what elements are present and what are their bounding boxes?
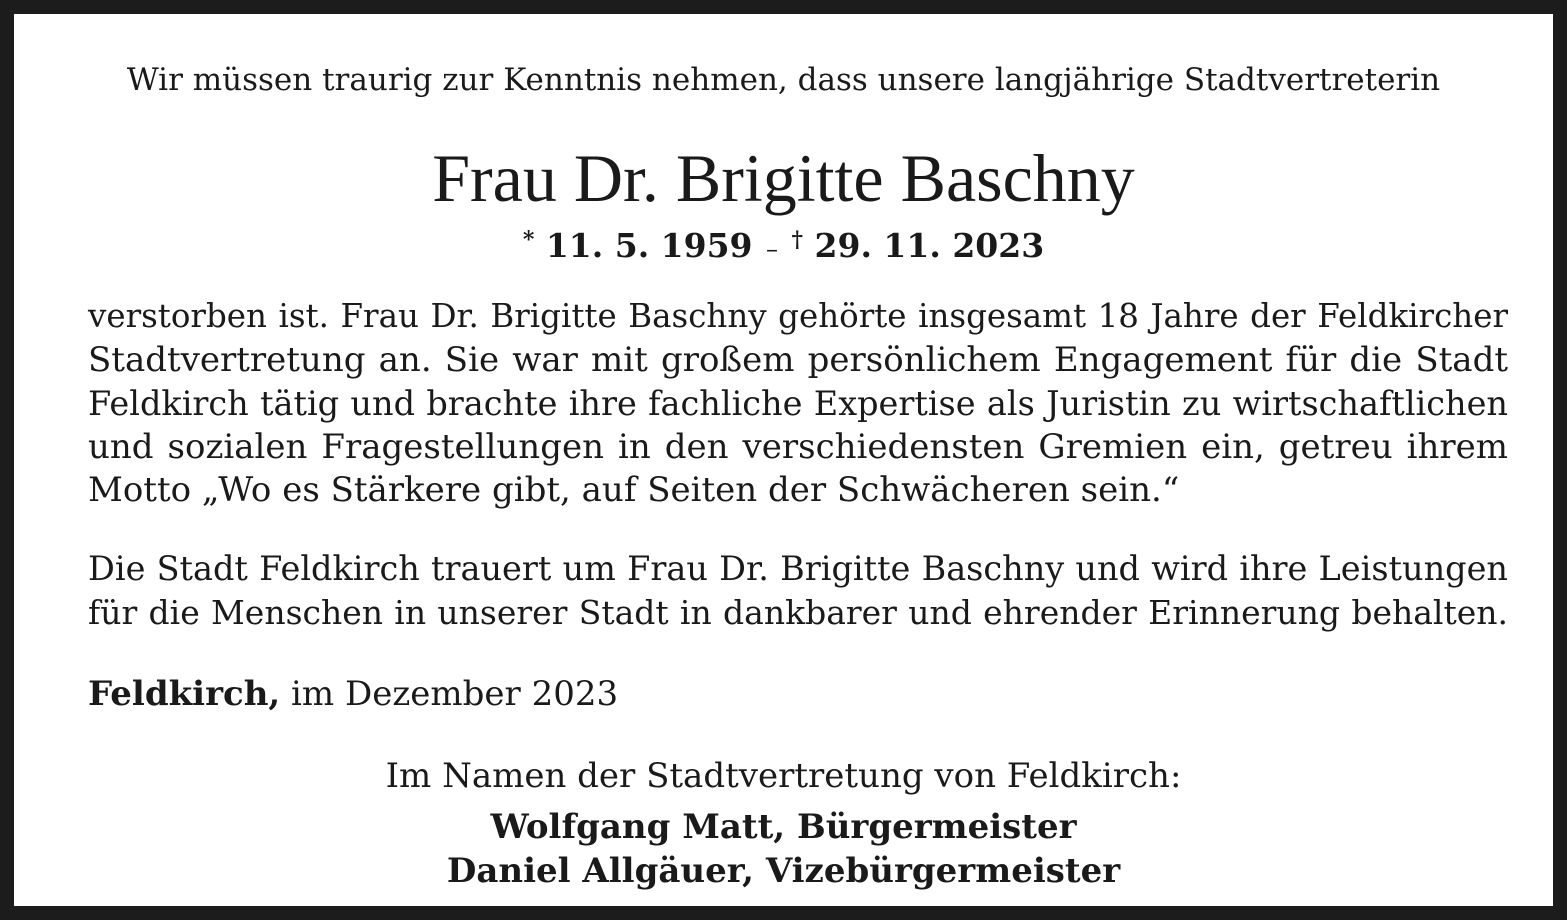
place-name: Feldkirch,	[88, 674, 281, 714]
paragraph-tribute	[88, 295, 1508, 513]
deceased-name: Frau Dr. Brigitte Baschny	[432, 140, 1135, 216]
paragraph-line: und sozialen Fragestellungen in den verschiedensten Gremien ein, getreu ihrem	[88, 426, 1508, 467]
life-dates	[28, 218, 1539, 271]
death-symbol: †	[791, 227, 804, 253]
intro-line: Wir müssen traurig zur Kenntnis nehmen, dass unsere langjährige Stadtvertreterin	[126, 62, 1441, 98]
death-date: 29. 11. 2023	[814, 226, 1045, 265]
notice-date: im Dezember 2023	[280, 674, 619, 714]
signers-block	[28, 805, 1539, 893]
paragraph-line: Motto „Wo es Stärkere gibt, auf Seiten der Schwächeren sein.“	[88, 470, 1180, 510]
signer-mayor: Wolfgang Matt, Bürgermeister	[490, 807, 1077, 847]
paragraph-line: Feldkirch tätig und brachte ihre fachliche Expertise als Juristin zu wirtschaftlichen	[88, 384, 1508, 423]
place-and-date	[88, 672, 618, 716]
signer-vice-mayor: Daniel Allgäuer, Vizebürgermeister	[446, 851, 1121, 891]
date-dash: –	[766, 235, 779, 263]
birth-symbol: *	[522, 227, 535, 253]
paragraph-mourning	[88, 547, 1508, 634]
paragraph-line: Stadtvertretung an. Sie war mit großem persönlichem Engagement für die Stadt	[88, 339, 1508, 380]
paragraph-line: verstorben ist. Frau Dr. Brigitte Baschny gehörte insgesamt 18 Jahre der Feldkircher	[88, 297, 1508, 335]
paragraph-line: Die Stadt Feldkirch trauert um Frau Dr. Brigitte Baschny und wird ihre Leistungen	[88, 549, 1508, 588]
signoff-line: Im Namen der Stadtvertretung von Feldkirch:	[385, 756, 1182, 796]
birth-date: 11. 5. 1959	[545, 226, 753, 265]
paragraph-line: für die Menschen in unserer Stadt in dankbarer und ehrender Erinnerung behalten.	[88, 592, 1508, 632]
